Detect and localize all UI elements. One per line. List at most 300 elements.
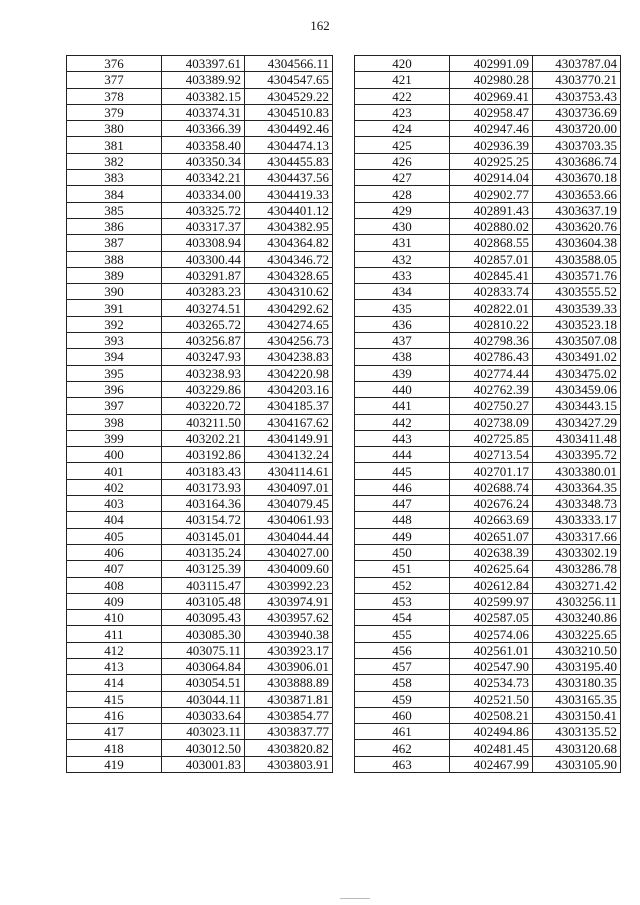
y-coordinate-cell: 4304009.60	[245, 561, 333, 577]
table-row	[67, 235, 333, 251]
point-number-cell: 418	[67, 740, 162, 756]
point-number-cell: 401	[67, 463, 162, 479]
y-coordinate-cell: 4304328.65	[245, 267, 333, 283]
point-number-cell: 443	[355, 430, 450, 446]
x-coordinate-cell: 403382.15	[162, 88, 245, 104]
y-coordinate-cell: 4303240.86	[533, 610, 621, 626]
table-row	[355, 251, 621, 267]
x-coordinate-cell: 402663.69	[450, 512, 533, 528]
x-coordinate-cell: 402991.09	[450, 56, 533, 72]
x-coordinate-cell: 403183.43	[162, 463, 245, 479]
y-coordinate-cell: 4303333.17	[533, 512, 621, 528]
point-number-cell: 457	[355, 658, 450, 674]
point-number-cell: 391	[67, 300, 162, 316]
point-number-cell: 453	[355, 593, 450, 609]
x-coordinate-cell: 402725.85	[450, 430, 533, 446]
point-number-cell: 423	[355, 104, 450, 120]
x-coordinate-cell: 403023.11	[162, 724, 245, 740]
table-row	[355, 593, 621, 609]
y-coordinate-cell: 4304292.62	[245, 300, 333, 316]
y-coordinate-cell: 4303411.48	[533, 430, 621, 446]
point-number-cell: 396	[67, 381, 162, 397]
point-number-cell: 458	[355, 675, 450, 691]
table-row	[67, 561, 333, 577]
y-coordinate-cell: 4304149.91	[245, 430, 333, 446]
x-coordinate-cell: 402810.22	[450, 316, 533, 332]
y-coordinate-cell: 4303271.42	[533, 577, 621, 593]
x-coordinate-cell: 403256.87	[162, 333, 245, 349]
y-coordinate-cell: 4303459.06	[533, 381, 621, 397]
y-coordinate-cell: 4303906.01	[245, 658, 333, 674]
y-coordinate-cell: 4304529.22	[245, 88, 333, 104]
x-coordinate-cell: 402958.47	[450, 104, 533, 120]
point-number-cell: 456	[355, 642, 450, 658]
table-row	[67, 104, 333, 120]
y-coordinate-cell: 4304114.61	[245, 463, 333, 479]
point-number-cell: 386	[67, 218, 162, 234]
table-row	[67, 137, 333, 153]
y-coordinate-cell: 4303837.77	[245, 724, 333, 740]
x-coordinate-cell: 402868.55	[450, 235, 533, 251]
point-number-cell: 421	[355, 72, 450, 88]
table-row	[355, 479, 621, 495]
point-number-cell: 404	[67, 512, 162, 528]
table-row	[67, 284, 333, 300]
table-row	[67, 593, 333, 609]
point-number-cell: 407	[67, 561, 162, 577]
x-coordinate-cell: 402534.73	[450, 675, 533, 691]
table-row	[355, 626, 621, 642]
y-coordinate-cell: 4303888.89	[245, 675, 333, 691]
y-coordinate-cell: 4303555.52	[533, 284, 621, 300]
point-number-cell: 393	[67, 333, 162, 349]
table-row	[67, 626, 333, 642]
y-coordinate-cell: 4304061.93	[245, 512, 333, 528]
point-number-cell: 460	[355, 707, 450, 723]
y-coordinate-cell: 4303720.00	[533, 121, 621, 137]
table-row	[355, 463, 621, 479]
y-coordinate-cell: 4303736.69	[533, 104, 621, 120]
y-coordinate-cell: 4303105.90	[533, 756, 621, 772]
table-row	[355, 512, 621, 528]
point-number-cell: 397	[67, 398, 162, 414]
point-number-cell: 433	[355, 267, 450, 283]
point-number-cell: 413	[67, 658, 162, 674]
y-coordinate-cell: 4303940.38	[245, 626, 333, 642]
table-row	[67, 658, 333, 674]
table-row	[355, 170, 621, 186]
y-coordinate-cell: 4303507.08	[533, 333, 621, 349]
y-coordinate-cell: 4303180.35	[533, 675, 621, 691]
point-number-cell: 385	[67, 202, 162, 218]
y-coordinate-cell: 4303803.91	[245, 756, 333, 772]
point-number-cell: 381	[67, 137, 162, 153]
x-coordinate-cell: 402774.44	[450, 365, 533, 381]
y-coordinate-cell: 4304044.44	[245, 528, 333, 544]
table-row	[67, 72, 333, 88]
table-row	[67, 577, 333, 593]
x-coordinate-cell: 403229.86	[162, 381, 245, 397]
x-coordinate-cell: 403389.92	[162, 72, 245, 88]
x-coordinate-cell: 403202.21	[162, 430, 245, 446]
x-coordinate-cell: 402508.21	[450, 707, 533, 723]
point-number-cell: 405	[67, 528, 162, 544]
x-coordinate-cell: 403283.23	[162, 284, 245, 300]
y-coordinate-cell: 4304510.83	[245, 104, 333, 120]
point-number-cell: 452	[355, 577, 450, 593]
y-coordinate-cell: 4303753.43	[533, 88, 621, 104]
y-coordinate-cell: 4303150.41	[533, 707, 621, 723]
point-number-cell: 455	[355, 626, 450, 642]
point-number-cell: 440	[355, 381, 450, 397]
table-row	[355, 267, 621, 283]
table-row	[67, 349, 333, 365]
table-row	[67, 691, 333, 707]
point-number-cell: 427	[355, 170, 450, 186]
y-coordinate-cell: 4303787.04	[533, 56, 621, 72]
x-coordinate-cell: 402625.64	[450, 561, 533, 577]
table-row	[355, 218, 621, 234]
x-coordinate-cell: 403358.40	[162, 137, 245, 153]
point-number-cell: 409	[67, 593, 162, 609]
table-row	[67, 707, 333, 723]
point-number-cell: 416	[67, 707, 162, 723]
x-coordinate-cell: 402762.39	[450, 381, 533, 397]
table-row	[355, 316, 621, 332]
table-row	[67, 56, 333, 72]
y-coordinate-cell: 4303523.18	[533, 316, 621, 332]
x-coordinate-cell: 402786.43	[450, 349, 533, 365]
y-coordinate-cell: 4304238.83	[245, 349, 333, 365]
y-coordinate-cell: 4304419.33	[245, 186, 333, 202]
y-coordinate-cell: 4303395.72	[533, 447, 621, 463]
x-coordinate-cell: 403291.87	[162, 267, 245, 283]
y-coordinate-cell: 4304079.45	[245, 496, 333, 512]
x-coordinate-cell: 403274.51	[162, 300, 245, 316]
point-number-cell: 392	[67, 316, 162, 332]
table-row	[355, 349, 621, 365]
x-coordinate-cell: 402547.90	[450, 658, 533, 674]
x-coordinate-cell: 403308.94	[162, 235, 245, 251]
x-coordinate-cell: 403374.31	[162, 104, 245, 120]
x-coordinate-cell: 403173.93	[162, 479, 245, 495]
x-coordinate-cell: 403334.00	[162, 186, 245, 202]
y-coordinate-cell: 4304346.72	[245, 251, 333, 267]
table-row	[67, 528, 333, 544]
point-number-cell: 462	[355, 740, 450, 756]
y-coordinate-cell: 4304185.37	[245, 398, 333, 414]
table-row	[355, 707, 621, 723]
point-number-cell: 438	[355, 349, 450, 365]
point-number-cell: 378	[67, 88, 162, 104]
y-coordinate-cell: 4303571.76	[533, 267, 621, 283]
point-number-cell: 439	[355, 365, 450, 381]
table-row	[67, 675, 333, 691]
y-coordinate-cell: 4303195.40	[533, 658, 621, 674]
point-number-cell: 399	[67, 430, 162, 446]
x-coordinate-cell: 403265.72	[162, 316, 245, 332]
y-coordinate-cell: 4303210.50	[533, 642, 621, 658]
x-coordinate-cell: 403342.21	[162, 170, 245, 186]
table-row	[355, 284, 621, 300]
table-row	[67, 170, 333, 186]
y-coordinate-cell: 4303302.19	[533, 544, 621, 560]
table-row	[67, 381, 333, 397]
table-row	[355, 414, 621, 430]
x-coordinate-cell: 402651.07	[450, 528, 533, 544]
x-coordinate-cell: 402688.74	[450, 479, 533, 495]
y-coordinate-cell: 4303770.21	[533, 72, 621, 88]
x-coordinate-cell: 402494.86	[450, 724, 533, 740]
point-number-cell: 382	[67, 153, 162, 169]
table-row	[355, 153, 621, 169]
table-row	[355, 430, 621, 446]
y-coordinate-cell: 4303135.52	[533, 724, 621, 740]
y-coordinate-cell: 4303475.02	[533, 365, 621, 381]
x-coordinate-cell: 403397.61	[162, 56, 245, 72]
y-coordinate-cell: 4303871.81	[245, 691, 333, 707]
point-number-cell: 444	[355, 447, 450, 463]
x-coordinate-cell: 402936.39	[450, 137, 533, 153]
point-number-cell: 377	[67, 72, 162, 88]
table-row	[67, 512, 333, 528]
table-row	[67, 414, 333, 430]
y-coordinate-cell: 4303620.76	[533, 218, 621, 234]
table-row	[355, 381, 621, 397]
y-coordinate-cell: 4303992.23	[245, 577, 333, 593]
x-coordinate-cell: 403075.11	[162, 642, 245, 658]
point-number-cell: 398	[67, 414, 162, 430]
point-number-cell: 387	[67, 235, 162, 251]
x-coordinate-cell: 402822.01	[450, 300, 533, 316]
point-number-cell: 448	[355, 512, 450, 528]
x-coordinate-cell: 402738.09	[450, 414, 533, 430]
x-coordinate-cell: 402845.41	[450, 267, 533, 283]
x-coordinate-cell: 402969.41	[450, 88, 533, 104]
table-row	[355, 202, 621, 218]
y-coordinate-cell: 4304401.12	[245, 202, 333, 218]
point-number-cell: 451	[355, 561, 450, 577]
point-number-cell: 459	[355, 691, 450, 707]
y-coordinate-cell: 4304310.62	[245, 284, 333, 300]
table-row	[355, 88, 621, 104]
table-row	[67, 333, 333, 349]
point-number-cell: 417	[67, 724, 162, 740]
table-row	[67, 496, 333, 512]
y-coordinate-cell: 4304364.82	[245, 235, 333, 251]
table-row	[67, 398, 333, 414]
point-number-cell: 410	[67, 610, 162, 626]
table-row	[355, 235, 621, 251]
point-number-cell: 445	[355, 463, 450, 479]
x-coordinate-cell: 403115.47	[162, 577, 245, 593]
x-coordinate-cell: 403105.48	[162, 593, 245, 609]
footer-rule	[340, 898, 370, 899]
y-coordinate-cell: 4304274.65	[245, 316, 333, 332]
x-coordinate-cell: 403145.01	[162, 528, 245, 544]
point-number-cell: 436	[355, 316, 450, 332]
y-coordinate-cell: 4303820.82	[245, 740, 333, 756]
point-number-cell: 442	[355, 414, 450, 430]
y-coordinate-cell: 4304203.16	[245, 381, 333, 397]
y-coordinate-cell: 4304455.83	[245, 153, 333, 169]
x-coordinate-cell: 402880.02	[450, 218, 533, 234]
y-coordinate-cell: 4303491.02	[533, 349, 621, 365]
y-coordinate-cell: 4303286.78	[533, 561, 621, 577]
y-coordinate-cell: 4303653.66	[533, 186, 621, 202]
x-coordinate-cell: 402561.01	[450, 642, 533, 658]
table-row	[67, 610, 333, 626]
y-coordinate-cell: 4303348.73	[533, 496, 621, 512]
table-row	[355, 544, 621, 560]
table-row	[355, 398, 621, 414]
x-coordinate-cell: 402612.84	[450, 577, 533, 593]
x-coordinate-cell: 402587.05	[450, 610, 533, 626]
point-number-cell: 450	[355, 544, 450, 560]
table-row	[355, 740, 621, 756]
y-coordinate-cell: 4304097.01	[245, 479, 333, 495]
x-coordinate-cell: 402750.27	[450, 398, 533, 414]
x-coordinate-cell: 403192.86	[162, 447, 245, 463]
x-coordinate-cell: 402925.25	[450, 153, 533, 169]
x-coordinate-cell: 403211.50	[162, 414, 245, 430]
x-coordinate-cell: 402701.17	[450, 463, 533, 479]
table-row	[355, 610, 621, 626]
point-number-cell: 419	[67, 756, 162, 772]
table-row	[67, 153, 333, 169]
point-number-cell: 446	[355, 479, 450, 495]
x-coordinate-cell: 403350.34	[162, 153, 245, 169]
y-coordinate-cell: 4303637.19	[533, 202, 621, 218]
point-number-cell: 435	[355, 300, 450, 316]
y-coordinate-cell: 4303703.35	[533, 137, 621, 153]
x-coordinate-cell: 403125.39	[162, 561, 245, 577]
x-coordinate-cell: 402638.39	[450, 544, 533, 560]
table-row	[355, 658, 621, 674]
table-row	[67, 756, 333, 772]
point-number-cell: 461	[355, 724, 450, 740]
table-row	[67, 365, 333, 381]
coordinates-table-left-body	[67, 56, 333, 773]
table-row	[67, 544, 333, 560]
point-number-cell: 402	[67, 479, 162, 495]
table-row	[355, 56, 621, 72]
x-coordinate-cell: 403095.43	[162, 610, 245, 626]
table-row	[355, 561, 621, 577]
y-coordinate-cell: 4304566.11	[245, 56, 333, 72]
y-coordinate-cell: 4304220.98	[245, 365, 333, 381]
x-coordinate-cell: 402574.06	[450, 626, 533, 642]
table-row	[67, 121, 333, 137]
x-coordinate-cell: 402481.45	[450, 740, 533, 756]
x-coordinate-cell: 403135.24	[162, 544, 245, 560]
point-number-cell: 449	[355, 528, 450, 544]
table-row	[355, 577, 621, 593]
y-coordinate-cell: 4304492.46	[245, 121, 333, 137]
table-row	[67, 479, 333, 495]
table-row	[355, 121, 621, 137]
x-coordinate-cell: 402676.24	[450, 496, 533, 512]
table-row	[67, 740, 333, 756]
point-number-cell: 390	[67, 284, 162, 300]
y-coordinate-cell: 4303380.01	[533, 463, 621, 479]
x-coordinate-cell: 402891.43	[450, 202, 533, 218]
y-coordinate-cell: 4304132.24	[245, 447, 333, 463]
table-row	[67, 463, 333, 479]
point-number-cell: 389	[67, 267, 162, 283]
y-coordinate-cell: 4303120.68	[533, 740, 621, 756]
table-row	[67, 642, 333, 658]
x-coordinate-cell: 403033.64	[162, 707, 245, 723]
x-coordinate-cell: 403164.36	[162, 496, 245, 512]
y-coordinate-cell: 4304027.00	[245, 544, 333, 560]
x-coordinate-cell: 403001.83	[162, 756, 245, 772]
point-number-cell: 394	[67, 349, 162, 365]
point-number-cell: 431	[355, 235, 450, 251]
table-row	[67, 186, 333, 202]
y-coordinate-cell: 4303427.29	[533, 414, 621, 430]
table-row	[355, 72, 621, 88]
y-coordinate-cell: 4303317.66	[533, 528, 621, 544]
coordinates-table-left	[66, 55, 333, 773]
table-row	[355, 447, 621, 463]
point-number-cell: 437	[355, 333, 450, 349]
point-number-cell: 411	[67, 626, 162, 642]
table-row	[67, 724, 333, 740]
table-row	[355, 137, 621, 153]
point-number-cell: 426	[355, 153, 450, 169]
y-coordinate-cell: 4303923.17	[245, 642, 333, 658]
point-number-cell: 434	[355, 284, 450, 300]
point-number-cell: 425	[355, 137, 450, 153]
x-coordinate-cell: 402914.04	[450, 170, 533, 186]
table-row	[355, 642, 621, 658]
point-number-cell: 428	[355, 186, 450, 202]
point-number-cell: 415	[67, 691, 162, 707]
x-coordinate-cell: 402713.54	[450, 447, 533, 463]
y-coordinate-cell: 4304474.13	[245, 137, 333, 153]
point-number-cell: 376	[67, 56, 162, 72]
table-row	[355, 333, 621, 349]
point-number-cell: 380	[67, 121, 162, 137]
point-number-cell: 395	[67, 365, 162, 381]
table-row	[355, 724, 621, 740]
point-number-cell: 441	[355, 398, 450, 414]
table-row	[355, 104, 621, 120]
point-number-cell: 388	[67, 251, 162, 267]
x-coordinate-cell: 403154.72	[162, 512, 245, 528]
y-coordinate-cell: 4303165.35	[533, 691, 621, 707]
table-row	[67, 251, 333, 267]
point-number-cell: 379	[67, 104, 162, 120]
x-coordinate-cell: 403220.72	[162, 398, 245, 414]
table-row	[67, 88, 333, 104]
y-coordinate-cell: 4304382.95	[245, 218, 333, 234]
table-row	[355, 186, 621, 202]
point-number-cell: 408	[67, 577, 162, 593]
table-row	[67, 267, 333, 283]
x-coordinate-cell: 403012.50	[162, 740, 245, 756]
point-number-cell: 412	[67, 642, 162, 658]
point-number-cell: 406	[67, 544, 162, 560]
table-row	[67, 300, 333, 316]
x-coordinate-cell: 402947.46	[450, 121, 533, 137]
point-number-cell: 429	[355, 202, 450, 218]
x-coordinate-cell: 402521.50	[450, 691, 533, 707]
x-coordinate-cell: 403366.39	[162, 121, 245, 137]
x-coordinate-cell: 403085.30	[162, 626, 245, 642]
table-row	[67, 316, 333, 332]
